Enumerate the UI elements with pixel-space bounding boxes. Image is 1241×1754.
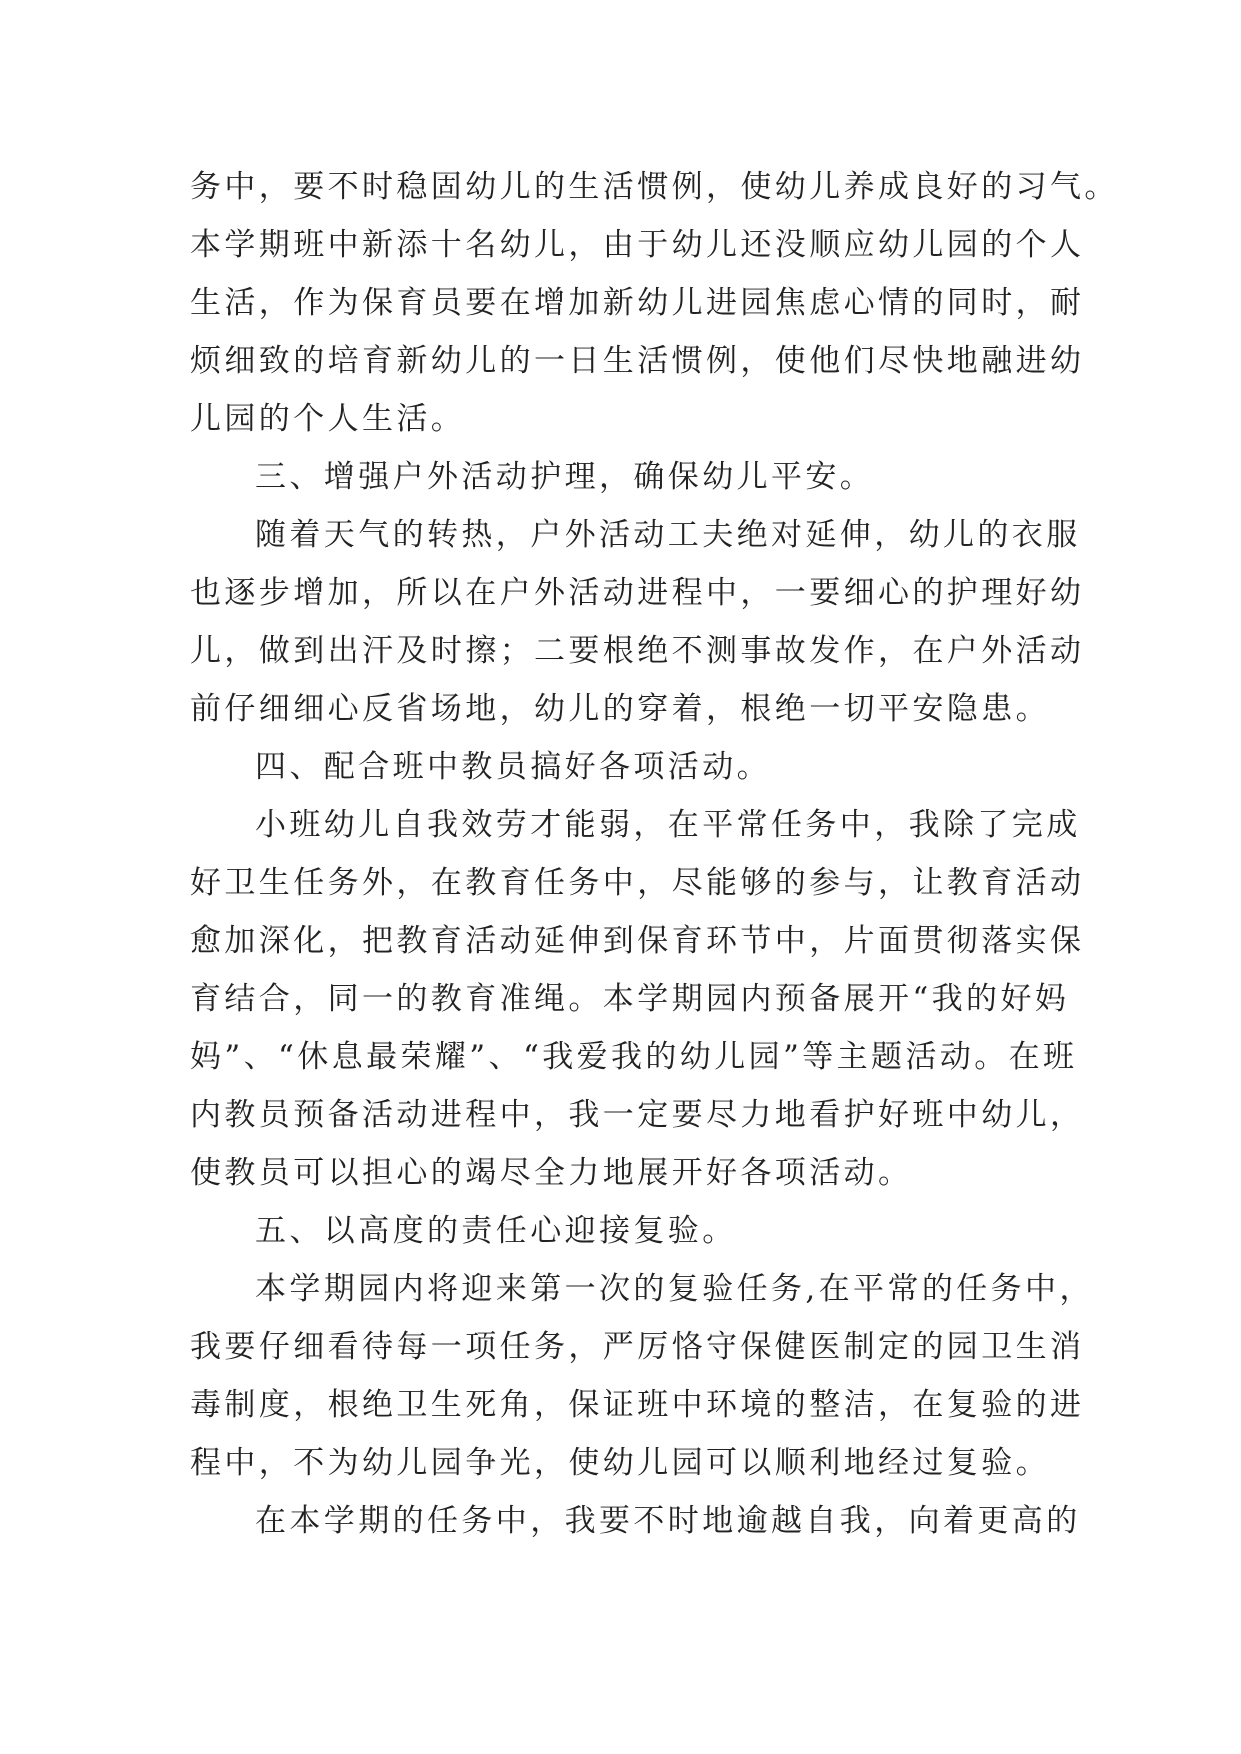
text-line: 生活，作为保育员要在增加新幼儿进园焦虑心情的同时，耐 [190,285,1085,321]
text-line: 毒制度，根绝卫生死角，保证班中环境的整洁，在复验的进 [190,1387,1085,1423]
paragraph-start: 小班幼儿自我效劳才能弱，在平常任务中，我除了完成 [255,807,1081,843]
text-line: 儿园的个人生活。 [190,401,466,437]
document-body [190,158,1119,1550]
paragraph-start: 在本学期的任务中，我要不时地逾越自我，向着更高的 [255,1503,1081,1539]
text-line: 前仔细细心反省场地，幼儿的穿着，根绝一切平安隐患。 [190,691,1050,727]
text-line: 我要仔细看待每一项任务，严厉恪守保健医制定的园卫生消 [190,1329,1085,1365]
section-heading: 三、增强户外活动护理，确保幼儿平安。 [255,459,875,495]
text-line: 育结合，同一的教育准绳。本学期园内预备展开“我的好妈 [190,981,1070,1017]
text-line: 务中，要不时稳固幼儿的生活惯例，使幼儿养成良好的习气。 [190,169,1119,205]
section-heading: 四、配合班中教员搞好各项活动。 [255,749,771,785]
paragraph-start: 本学期园内将迎来第一次的复验任务,在平常的任务中， [255,1271,1094,1307]
section-heading: 五、以高度的责任心迎接复验。 [255,1213,737,1249]
text-line: 儿，做到出汗及时擦；二要根绝不测事故发作，在户外活动 [190,633,1085,669]
paragraph-start: 随着天气的转热，户外活动工夫绝对延伸，幼儿的衣服 [255,517,1081,553]
text-line: 好卫生任务外，在教育任务中，尽能够的参与，让教育活动 [190,865,1085,901]
text-line: 烦细致的培育新幼儿的一日生活惯例，使他们尽快地融进幼 [190,343,1085,379]
text-line: 妈”、“休息最荣耀”、“我爱我的幼儿园”等主题活动。在班 [190,1039,1078,1075]
text-line: 也逐步增加，所以在户外活动进程中，一要细心的护理好幼 [190,575,1085,611]
text-line: 使教员可以担心的竭尽全力地展开好各项活动。 [190,1155,913,1191]
text-line: 内教员预备活动进程中，我一定要尽力地看护好班中幼儿， [190,1097,1085,1133]
text-line: 程中，不为幼儿园争光，使幼儿园可以顺利地经过复验。 [190,1445,1050,1481]
text-line: 本学期班中新添十名幼儿，由于幼儿还没顺应幼儿园的个人 [190,227,1085,263]
text-line: 愈加深化，把教育活动延伸到保育环节中，片面贯彻落实保 [190,923,1085,959]
